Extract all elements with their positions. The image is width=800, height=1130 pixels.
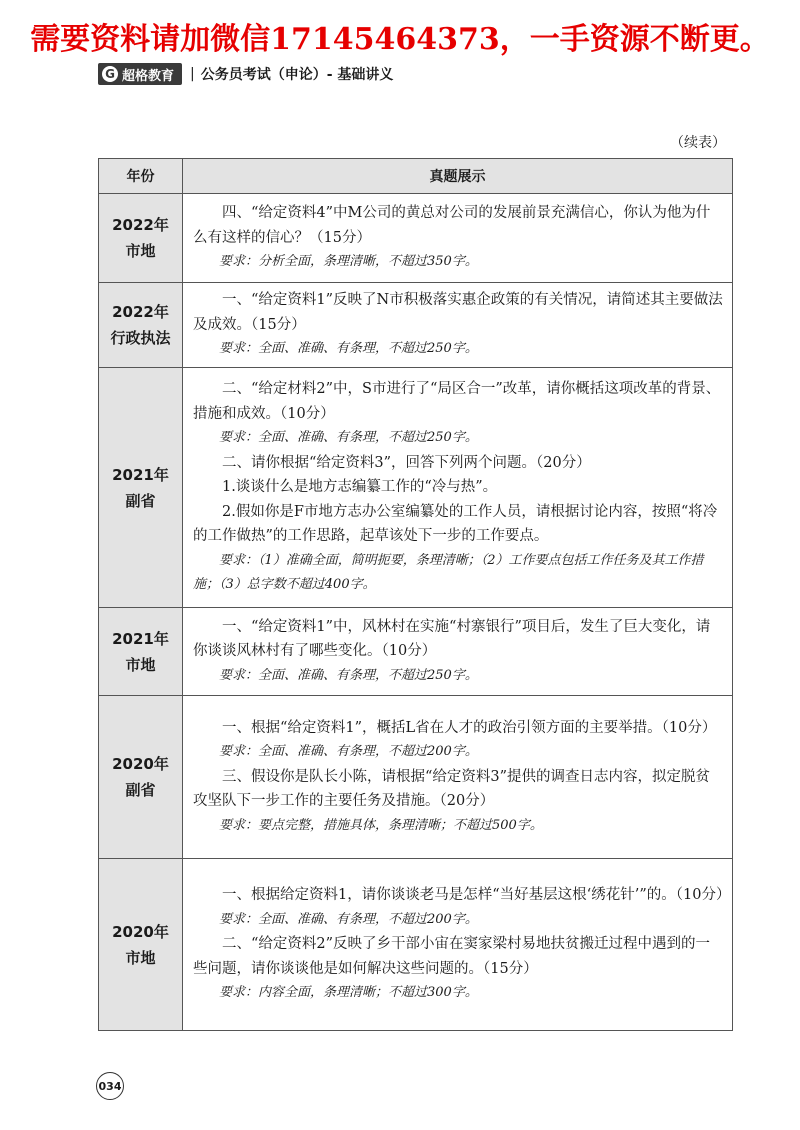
question-text: 一、“给定资料1”中，风林村在实施“村寨银行”项目后，发生了巨大变化，请你谈谈风林村有了哪些变化。（10分）	[193, 618, 711, 660]
page-number: 034	[96, 1072, 124, 1100]
table-row	[99, 859, 733, 1031]
exam-questions-table	[98, 158, 733, 1031]
table-header-row	[99, 159, 733, 194]
publisher-logo	[98, 63, 182, 85]
question-text: 一、“给定资料1”反映了N市积极落实惠企政策的有关情况，请简述其主要做法及成效。（15分）	[193, 292, 723, 333]
table-row	[99, 283, 733, 368]
question-text: 四、“给定资料4”中M公司的黄总对公司的发展前景充满信心，你认为他为什么有这样的信心？（15分）	[193, 205, 711, 246]
question-cell	[183, 608, 733, 696]
question-text: 二、“给定资料2”反映了乡干部小宙在窦家梁村易地扶贫搬迁过程中遇到的一些问题，请你谈谈他是如何解决这些问题的。（15分）	[193, 936, 711, 977]
table-row	[99, 368, 733, 608]
header-title: 公务员考试（申论）- 基础讲义	[200, 67, 394, 83]
table-row	[99, 696, 733, 859]
requirement-text: 要求：全面、准确、有条理，不超过200字。	[219, 911, 478, 927]
question-cell	[183, 859, 733, 1031]
header-separator: |	[190, 66, 195, 82]
requirement-text: 要求：要点完整，措施具体，条理清晰；不超过500字。	[219, 817, 543, 833]
continuation-note: （续表）	[670, 135, 726, 151]
year-cell: 2020年 市地	[99, 859, 183, 1031]
sub-question-text: 2.假如你是F市地方志办公室编纂处的工作人员，请根据讨论内容，按照“将冷的工作做热”的工作思路，起草该处下一步的工作要点。	[193, 503, 718, 545]
requirement-text: 要求：内容全面，条理清晰；不超过300字。	[219, 985, 478, 1001]
question-text: 一、根据“给定资料1”，概括L省在人才的政治引领方面的主要举措。（10分）	[222, 719, 717, 736]
requirement-text: 要求：分析全面，条理清晰，不超过350字。	[219, 254, 478, 270]
logo-text: 超格教育	[122, 68, 175, 84]
sub-question-text: 1.谈谈什么是地方志编纂工作的“冷与热”。	[222, 479, 498, 496]
question-cell	[183, 283, 733, 368]
question-text: 二、“给定材料2”中，S市进行了“局区合一”改革，请你概括这项改革的背景、措施和成效。（10分）	[193, 381, 721, 422]
logo-g-icon: G	[102, 66, 118, 82]
year-cell: 2022年 行政执法	[99, 283, 183, 368]
requirement-text: 要求：全面、准确、有条理，不超过200字。	[219, 744, 478, 760]
question-text: 二、请你根据“给定资料3”，回答下列两个问题。（20分）	[222, 454, 591, 471]
question-cell	[183, 696, 733, 859]
table-row	[99, 608, 733, 696]
table-row	[99, 194, 733, 283]
requirement-text: 要求：（1）准确全面，简明扼要，条理清晰；（2）工作要点包括工作任务及其工作措施；（3）总字数不超过400字。	[193, 552, 704, 593]
year-cell: 2021年 市地	[99, 608, 183, 696]
question-text: 一、根据给定资料1，请你谈谈老马是怎样“当好基层这根‘绣花针’”的。（10分）	[222, 887, 731, 904]
year-cell: 2022年 市地	[99, 194, 183, 283]
watermark-banner: 需要资料请加微信17145464373，一手资源不断更。	[30, 22, 770, 57]
question-cell	[183, 368, 733, 608]
question-text: 三、假设你是队长小陈，请根据“给定资料3”提供的调查日志内容，拟定脱贫攻坚队下一步工作的主要任务及措施。（20分）	[193, 768, 711, 810]
year-cell: 2020年 副省	[99, 696, 183, 859]
year-cell: 2021年 副省	[99, 368, 183, 608]
requirement-text: 要求：全面、准确、有条理，不超过250字。	[219, 430, 478, 446]
header-content: 真题展示	[183, 159, 733, 194]
header-year: 年份	[99, 159, 183, 194]
requirement-text: 要求：全面、准确、有条理，不超过250字。	[219, 667, 478, 683]
requirement-text: 要求：全面、准确、有条理，不超过250字。	[219, 341, 478, 357]
page-header	[98, 62, 393, 86]
question-cell	[183, 194, 733, 283]
